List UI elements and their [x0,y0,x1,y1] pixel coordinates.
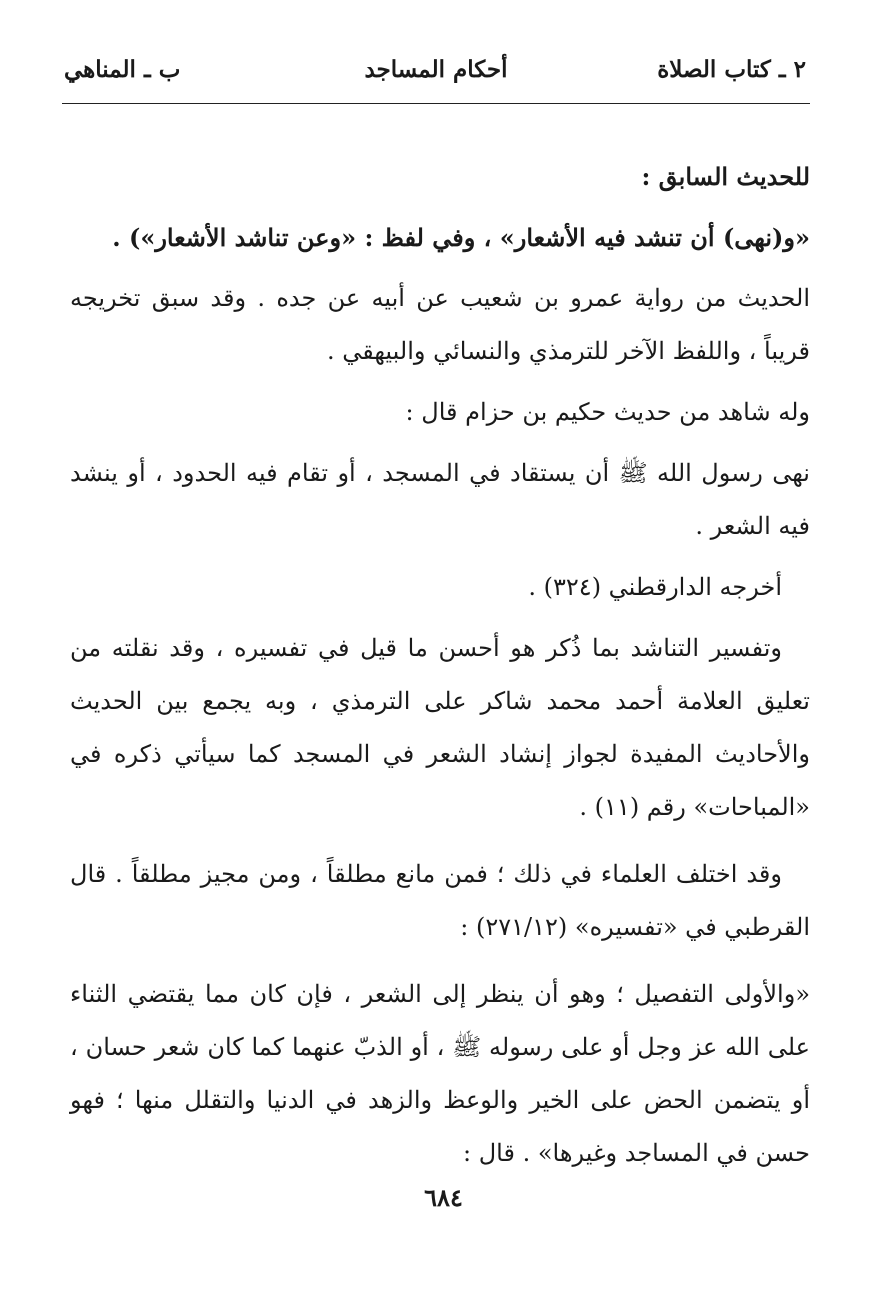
paragraph-intro: للحديث السابق : [641,162,810,191]
paragraph-shahid: وله شاهد من حديث حكيم بن حزام قال : [405,398,810,426]
paragraph-tafsir: وتفسير التناشد بما ذُكر هو أحسن ما قيل في تفسيره ، وقد نقلته من تعليق العلامة أحمد محمد شاكر على الترمذي ، وبه يجمع بين الحديث والأحاديث المفيدة لجواز إنشاد الشعر في المسجد كما سيأتي ذكره في «المباحات» رقم (١١) . [70,634,810,821]
page-body [70,150,810,1180]
header-rule [62,103,810,104]
paragraph-ikhtilaf: وقد اختلف العلماء في ذلك ؛ فمن مانع مطلقاً ، ومن مجيز مطلقاً . قال القرطبي في «تفسيره» (٢٧١/١٢) : [70,860,810,941]
paragraph-hadith-hakim: نهى رسول الله ﷺ أن يستقاد في المسجد ، أو تقام فيه الحدود ، أو ينشد فيه الشعر . [70,459,810,540]
paragraph-takhrij: الحديث من رواية عمرو بن شعيب عن أبيه عن جده . وقد سبق تخريجه قريباً ، واللفظ الآخر للترمذي والنسائي والبيهقي . [70,284,810,365]
paragraph-matn: «و(نهى) أن تنشد فيه الأشعار» ، وفي لفظ : «وعن تناشد الأشعار») . [112,223,810,252]
running-head-section: أحكام المساجد [364,56,508,83]
page-number: ٦٨٤ [424,1183,463,1212]
running-head [62,56,810,96]
running-head-chapter: ٢ ـ كتاب الصلاة [657,56,806,83]
running-head-subsection: ب ـ المناهي [64,56,181,83]
paragraph-qurtubi-quote: «والأولى التفصيل ؛ وهو أن ينظر إلى الشعر ، فإن كان مما يقتضي الثناء على الله عز وجل أو على رسوله ﷺ ، أو الذبّ عنهما كما كان شعر حسان ، أو يتضمن الحض على الخير والوعظ والزهد في الدنيا والتقلل منها ؛ فهو حسن في المساجد وغيرها» . قال : [70,980,810,1167]
paragraph-daraqutni: أخرجه الدارقطني (٣٢٤) . [528,573,782,601]
